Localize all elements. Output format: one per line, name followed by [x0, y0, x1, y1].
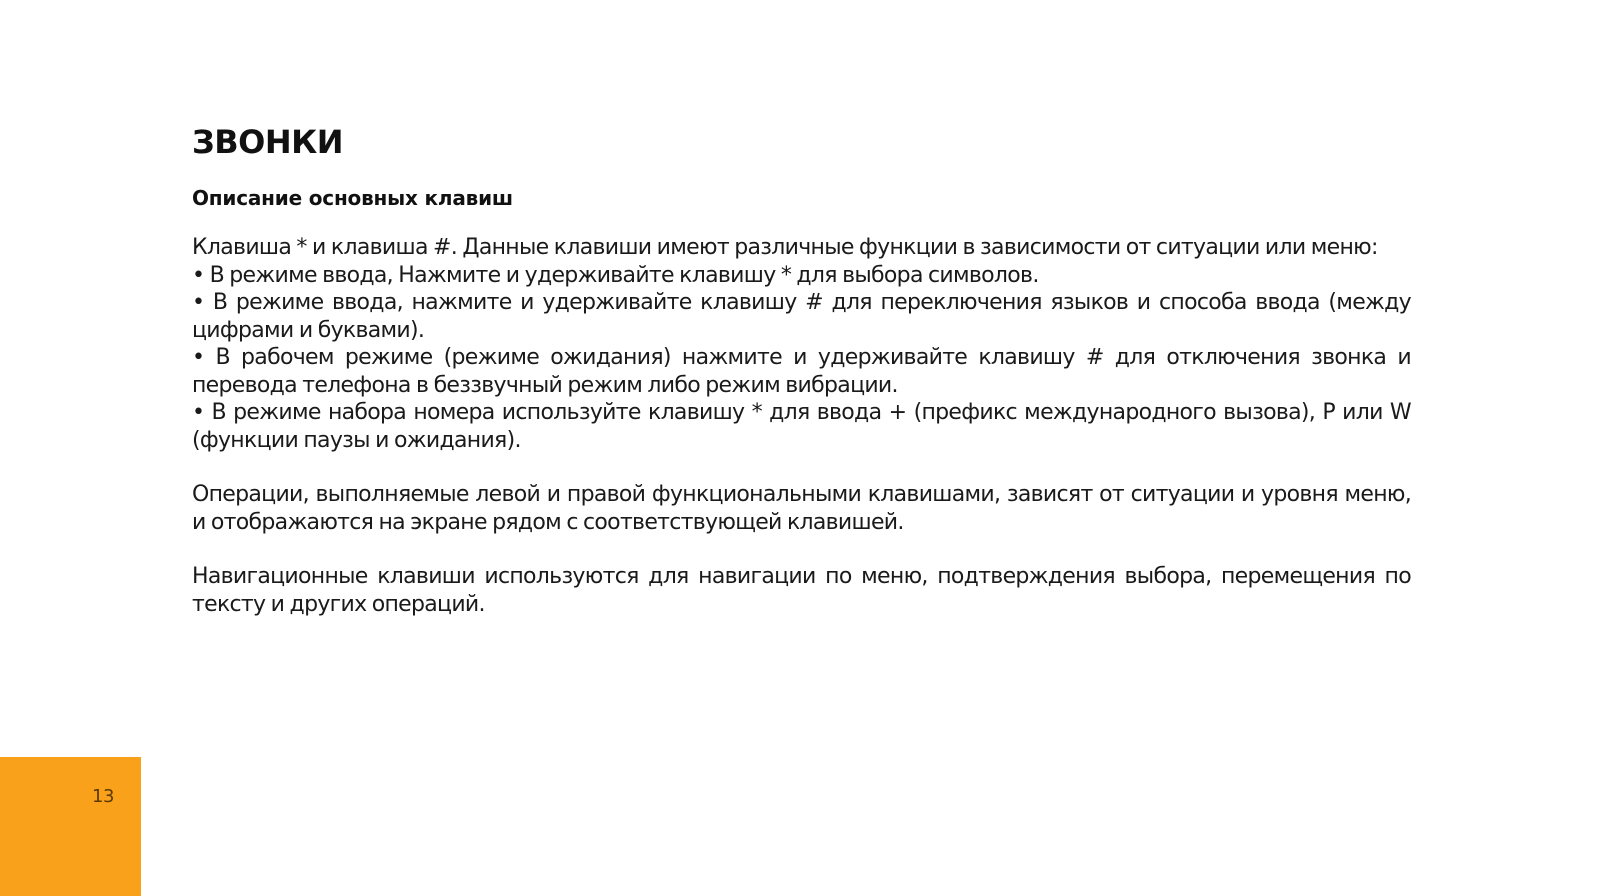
bullet-item: • В рабочем режиме (режиме ожидания) нажмите и удерживайте клавишу # для отключения звонка и перевода телефона в беззвучный режим либо режим вибрации. [192, 345, 1411, 398]
bullet-item: • В режиме ввода, нажмите и удерживайте клавишу # для переключения языков и способа ввода (между цифрами и буквами). [192, 290, 1411, 343]
page-title: ЗВОНКИ [192, 123, 344, 161]
navigation-keys-text: Навигационные клавиши используются для навигации по меню, подтверждения выбора, перемещения по тексту и других операций. [192, 564, 1411, 617]
manual-page-content [192, 118, 1411, 618]
soft-keys-text: Операции, выполняемые левой и правой функциональными клавишами, зависят от ситуации и уровня меню, и отображаются на экране рядом с соответствующей клавишей. [192, 482, 1411, 535]
section-title: Описание основных клавиш [192, 186, 513, 210]
bullet-item: • В режиме набора номера используйте клавишу * для ввода + (префикс международного вызова), P или W (функции паузы и ожидания). [192, 400, 1411, 453]
page-accent-block [0, 757, 141, 896]
bullet-item: • В режиме ввода, Нажмите и удерживайте клавишу * для выбора символов. [192, 262, 1039, 288]
keys-intro-text: Клавиша * и клавиша #. Данные клавиши имеют различные функции в зависимости от ситуации или меню: [192, 235, 1378, 260]
page-number: 13 [92, 786, 114, 807]
